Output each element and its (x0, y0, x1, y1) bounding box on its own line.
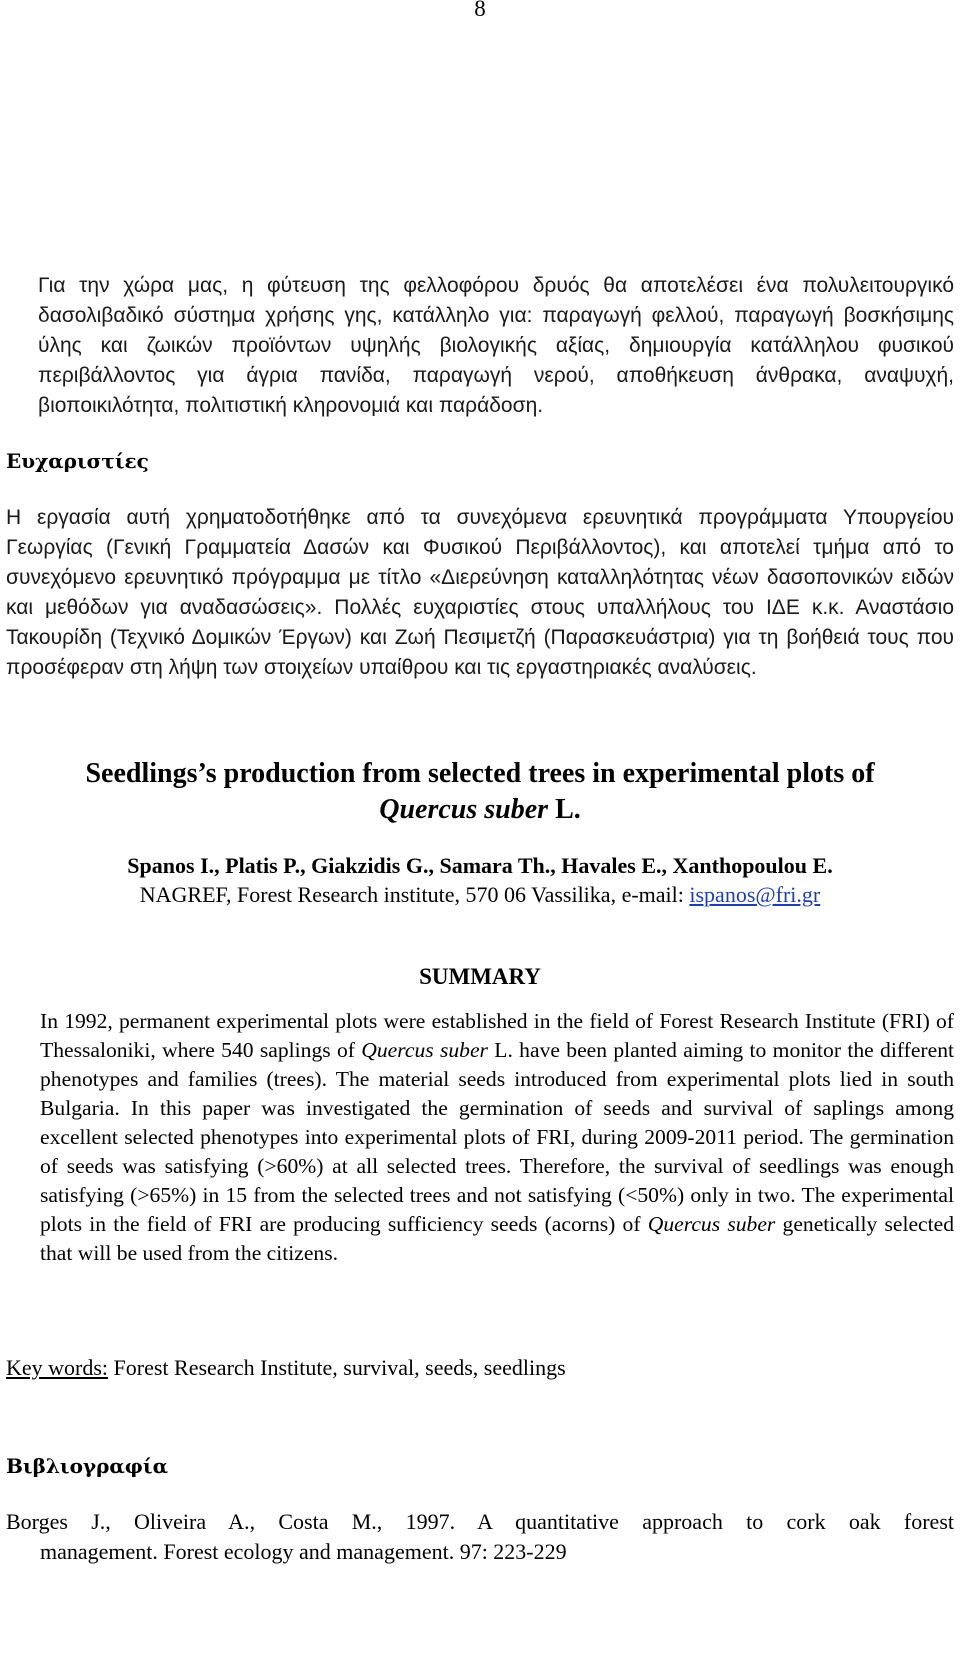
acknowledgements-heading: Ευχαριστίες (6, 449, 149, 473)
summary-heading: SUMMARY (419, 964, 541, 989)
paper-title-suffix: L. (548, 794, 581, 825)
reference-line2: management. Forest ecology and management. 97: 223-229 (40, 1539, 567, 1564)
acknowledgements-paragraph (6, 503, 954, 683)
summary-paragraph (6, 1007, 954, 1268)
page-number: 8 (474, 0, 486, 21)
keywords-text: Forest Research Institute, survival, seeds, seedlings (108, 1355, 566, 1380)
keywords-label: Key words: (6, 1355, 109, 1380)
paper-authors: Spanos I., Platis P., Giakzidis G., Samara Th., Havales E., Xanthopoulou E. (127, 853, 833, 878)
paper-affiliation (0, 882, 960, 908)
paper-title-species: Quercus suber (379, 794, 549, 825)
greek-intro-text: Για την χώρα μας, η φύτευση της φελλοφόρου δρυός θα αποτελέσει ένα πολυλειτουργικό δασολιβαδικό σύστημα χρήσης γης, κατάλληλο για: παραγωγή φελλού, παραγωγή βοσκήσιμης ύλης και ζωικών προϊόντων υψηλής βιολογικής αξίας, δημιουργία κατάλληλου φυσικού περιβάλλοντος για άγρια πανίδα, παραγωγή νερού, αποθήκευση άνθρακα, αναψυχή, βιοποικιλότητα, πολιτιστική κληρονομιά και παράδοση. (38, 274, 954, 417)
bibliography-heading: Βιβλιογραφία (6, 1454, 168, 1478)
summary-part2: L. have been planted aiming to monitor the different phenotypes and families (trees). The material seeds introduced from experimental plots lied in south Bulgaria. In this paper was investigated the germination of seeds and survival of saplings among excellent selected phenotypes into experimental plots of FRI, during 2009-2011 period. The germination of seeds was satisfying (>60%) at all selected trees. Therefore, the survival of seedlings was enough satisfying (>65%) in 15 from the selected trees and not satisfying (<50%) only in two. The experimental plots in the field of FRI are producing sufficiency seeds (acorns) of (40, 1038, 954, 1236)
summary-text (6, 1007, 954, 1268)
email-link[interactable]: ispanos@fri.gr (689, 882, 821, 907)
summary-species1: Quercus suber (361, 1038, 488, 1062)
affiliation-text: NAGREF, Forest Research institute, 570 06 Vassilika, e-mail: (139, 882, 690, 907)
summary-part1: In 1992, permanent experimental plots were established in the field of Forest Research Institute (FRI) of Thessaloniki, where 540 saplings of (40, 1009, 954, 1062)
paper-title-line2 (0, 792, 960, 828)
summary-part3: genetically selected that will be used from the citizens. (40, 1212, 955, 1265)
paper-title (0, 756, 960, 828)
reference-line1: Borges J., Oliveira A., Costa M., 1997. A quantitative approach to cork oak forest (6, 1509, 954, 1534)
paper-title-line1: Seedlings’s production from selected trees in experimental plots of (85, 758, 875, 789)
greek-intro-paragraph (6, 271, 954, 421)
reference-entry (6, 1507, 954, 1567)
keywords-line (6, 1355, 954, 1381)
acknowledgements-text: Η εργασία αυτή χρηματοδοτήθηκε από τα συνεχόμενα ερευνητικά προγράμματα Υπουργείου Γεωργίας (Γενική Γραμματεία Δασών και Φυσικού Περιβάλλοντος), και αποτελεί τμήμα από το συνεχόμενο ερευνητικό πρόγραμμα με τίτλο «Διερεύνηση καταλληλότητας νέων δασοπονικών ειδών και μεθόδων για αναδασώσεις». Πολλές ευχαριστίες στους υπαλλήλους του ΙΔΕ κ.κ. Αναστάσιο Τακουρίδη (Τεχνικό Δομικών Έργων) και Ζωή Πεσιμετζή (Παρασκευάστρια) για τη βοήθειά τους που προσέφεραν στη λήψη των στοιχείων υπαίθρου και τις εργαστηριακές αναλύσεις. (6, 506, 954, 679)
summary-species2: Quercus suber (647, 1212, 776, 1236)
